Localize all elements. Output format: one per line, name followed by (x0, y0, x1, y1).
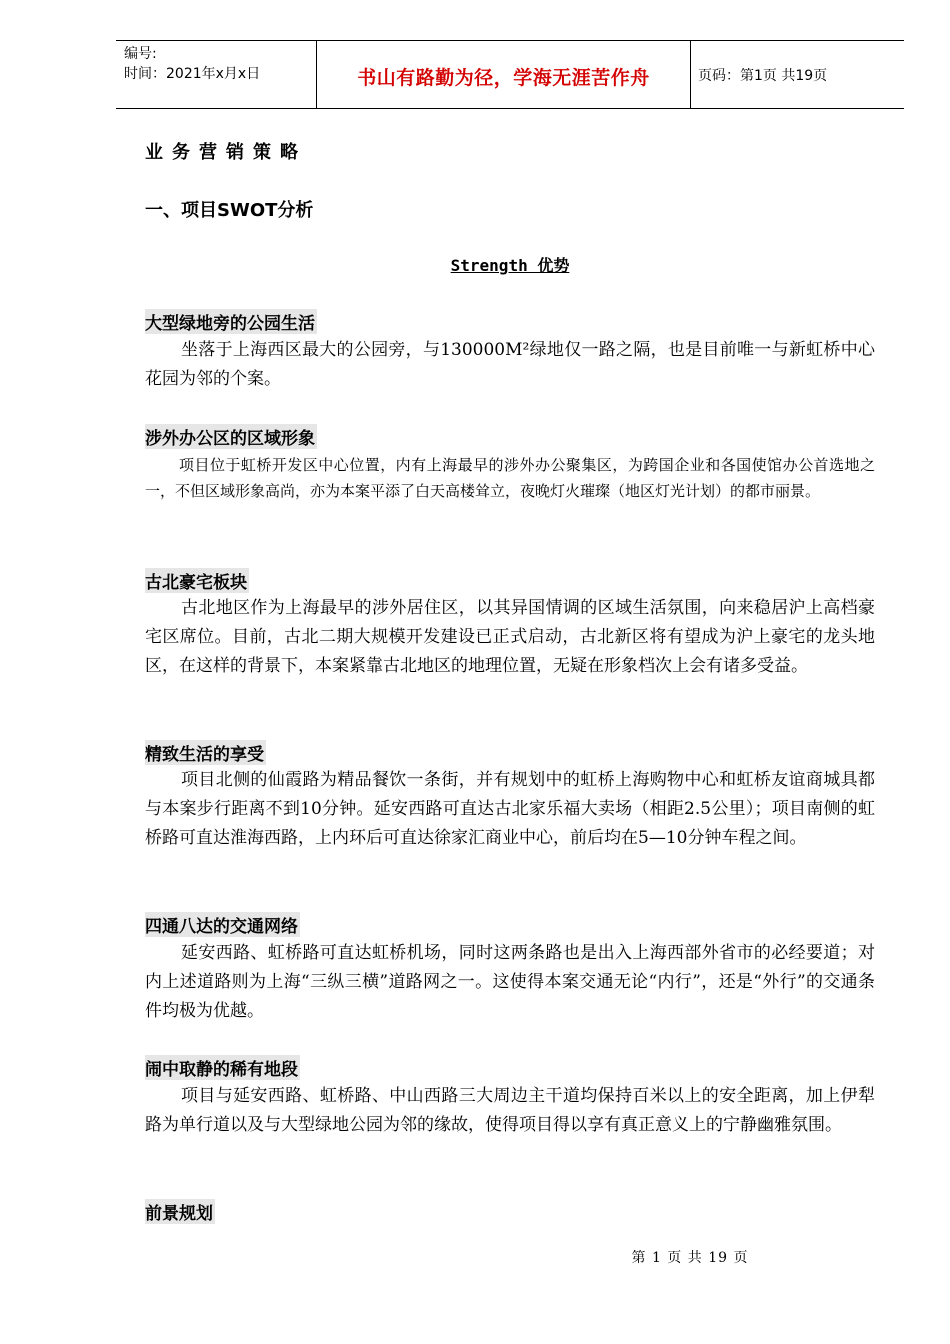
document-number-label: 编号: (124, 46, 157, 62)
page-header (116, 40, 904, 109)
section-title: 一、项目SWOT分析 (145, 200, 314, 221)
header-meta-cell (116, 41, 316, 108)
subsection-title: Strength 优势 (450, 256, 570, 275)
document-title: 业务营销策略 (145, 142, 307, 163)
block-paragraph: 项目位于虹桥开发区中心位置，内有上海最早的涉外办公聚集区，为跨国企业和各国使馆办公首选地之一，不但区域形象高尚，亦为本案平添了白天高楼耸立，夜晚灯火璀璨（地区灯光计划）的都市丽景。 (145, 456, 875, 500)
header-page-number: 页码：第1页 共19页 (698, 68, 828, 84)
block-paragraph: 坐落于上海西区最大的公园旁，与130000M²绿地仅一路之隔，也是目前唯一与新虹桥中心花园为邻的个案。 (145, 340, 875, 389)
document-time-label: 时间：2021年x月x日 (124, 66, 261, 82)
block-heading: 古北豪宅板块 (145, 568, 249, 593)
block-paragraph: 古北地区作为上海最早的涉外居住区，以其异国情调的区域生活氛围，向来稳居沪上高档豪宅区席位。目前，古北二期大规模开发建设已正式启动，古北新区将有望成为沪上豪宅的龙头地区，在这样的背景下，本案紧靠古北地区的地理位置，无疑在形象档次上会有诸多受益。 (145, 598, 875, 676)
header-motto-cell (316, 41, 691, 108)
header-page-cell (690, 41, 904, 108)
block-paragraph: 项目北侧的仙霞路为精品餐饮一条街，并有规划中的虹桥上海购物中心和虹桥友谊商城具都与本案步行距离不到10分钟。延安西路可直达古北家乐福大卖场（相距2.5公里）；项目南侧的虹桥路可直达淮海西路，上内环后可直达徐家汇商业中心，前后均在5—10分钟车程之间。 (145, 770, 875, 848)
block-heading: 大型绿地旁的公园生活 (145, 309, 317, 334)
block-heading: 精致生活的享受 (145, 740, 266, 765)
block-heading: 闹中取静的稀有地段 (145, 1055, 300, 1080)
block-heading: 涉外办公区的区域形象 (145, 424, 317, 449)
block-paragraph: 项目与延安西路、虹桥路、中山西路三大周边主干道均保持百米以上的安全距离，加上伊犁路为单行道以及与大型绿地公园为邻的缘故，使得项目得以享有真正意义上的宁静幽雅氛围。 (145, 1086, 875, 1135)
block-heading: 四通八达的交通网络 (145, 912, 300, 937)
page-footer: 第 1 页 共 19 页 (631, 1250, 749, 1266)
header-motto: 书山有路勤为径，学海无涯苦作舟 (357, 67, 650, 89)
block-paragraph: 延安西路、虹桥路可直达虹桥机场，同时这两条路也是出入上海西部外省市的必经要道；对内上述道路则为上海“三纵三横”道路网之一。这使得本案交通无论“内行”，还是“外行”的交通条件均极为优越。 (145, 943, 875, 1021)
block-heading: 前景规划 (145, 1199, 215, 1224)
